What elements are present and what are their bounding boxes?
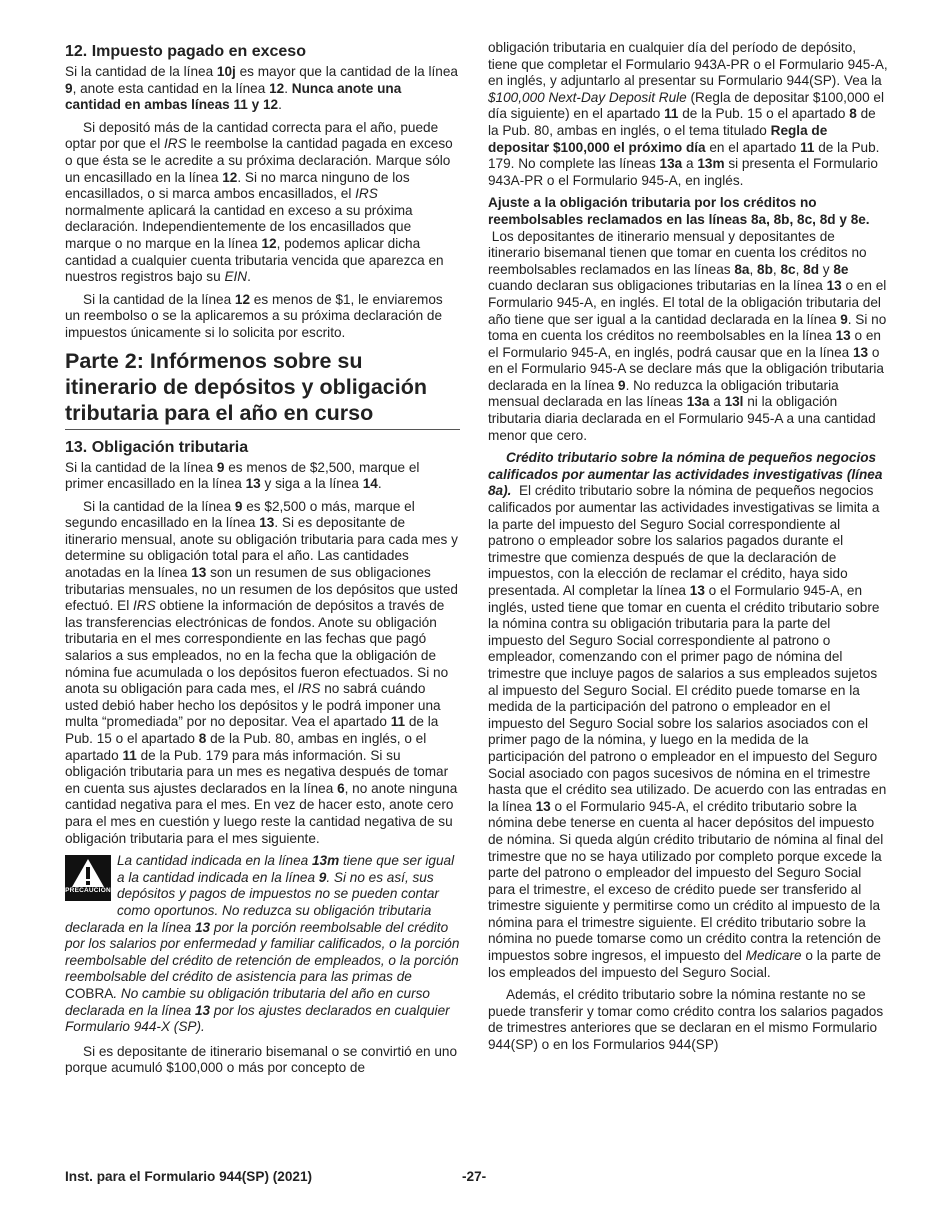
section-12-paragraph-2: Si depositó más de la cantidad correcta para el año, puede optar por que el IRS le reembolse la cantidad pagada en exceso o que ésta se le acredite a su próxima declaración. Marque sólo un encasillado en la línea 12. Si no marca ninguno de los encasillados, o si marca ambos encasillados, el IRS normalmente aplicará la cantidad en exceso a su próxima declaración. Independientemente de los encasillados que marque o no marque en la línea 12, podemos aplicar dicha cantidad a cualquier cuenta tributaria vencida que aparezca en nuestros registros bajo su EIN. (65, 119, 453, 285)
section-12-paragraph-1: Si la cantidad de la línea 10j es mayor que la cantidad de la línea 9, anote esta cantidad en la línea 12. Nunca anote una cantidad en ambas líneas 11 y 12. (65, 64, 458, 113)
right-column (488, 40, 888, 1060)
caution-note (65, 853, 460, 1036)
section-12-heading: 12. Impuesto pagado en exceso (65, 43, 306, 60)
footer-page-number: -27- (462, 1169, 487, 1184)
section-12-paragraph-3: Si la cantidad de la línea 12 es menos de $1, le enviaremos un reembolso o se la aplicaremos a su próxima declaración de impuestos únicamente si lo solicita por escrito. (65, 291, 443, 340)
section-13-heading: 13. Obligación tributaria (65, 438, 249, 456)
part-2-heading: Parte 2: Infórmenos sobre su itinerario de depósitos y obligación tributaria para el año en curso (65, 348, 460, 430)
footer-document-title: Inst. para el Formulario 944(SP) (2021) (65, 1169, 313, 1184)
caution-text: La cantidad indicada en la línea 13m tiene que ser igual a la cantidad indicada en la línea 9. Si no es así, sus depósitos y pagos de impuestos no se pueden contar como oportunos. No reduzca su obligación tributaria declarada en la línea 13 por la porción reembolsable del crédito por los salarios por enfermedad y familiar calificados, o la porción reembolsable del crédito de retención de empleados, o la porción reembolsable del crédito de asistencia para las primas de COBRA. No cambie su obligación tributaria del año en curso declarada en la línea 13 por los ajustes declarados en cualquier Formulario 944-X (SP). (65, 853, 460, 1035)
additional-credit-paragraph: Además, el crédito tributario sobre la nómina restante no se puede transferir y tomar como crédito contra los salarios pagados de trimestres anteriores que se declaran en el mismo Formulario 944(SP) o en los Formularios 944(SP) (488, 987, 884, 1053)
caution-label: PRECAUCION (65, 886, 111, 894)
section-13-paragraph-3: Si es depositante de itinerario bisemanal o se convirtió en uno porque acumuló $100,000 o más por concepto de (65, 1043, 458, 1076)
payroll-credit-paragraph: Crédito tributario sobre la nómina de pequeños negocios calificados por aumentar las actividades investigativas (línea 8a). El crédito tributario sobre la nómina de pequeños negocios calificados por aumentar las actividades investigativas se limita a la parte del impuesto del Seguro Social correspondiente al patrono o empleador sobre los salarios pagados durante el trimestre que comienza después de que la declaración de impuestos, con la elección de reclamar el crédito, haya sido presentada. Al completar la línea 13 o el Formulario 945-A, en inglés, usted tiene que tomar en cuenta el crédito tributario sobre la nómina contra su obligación tributaria para la parte del impuesto del Seguro Social correspondiente al patrono o empleador, comenzando con el primer pago de nómina del trimestre que incluye pagos de salarios a sus empleados sujetos al impuesto del Seguro Social. El crédito puede tomarse en la medida de la participación del patrono o empleador en el impuesto del Seguro Social sobre los salarios asociados con el primer pago de la nómina, y luego en la medida de la participación del patrono o empleador en el impuesto del Seguro Social asociado con pagos sucesivos de nómina en el trimestre hasta que el crédito sea utilizado. De acuerdo con las entradas en la línea 13 o el Formulario 945-A, el crédito tributario sobre la nómina debe tenerse en cuenta al hacer depósitos del impuesto de nómina. Si queda algún crédito tributario de nómina al final del trimestre que no se haya utilizado por completo porque excede la parte del patrono o empleador del impuesto del Seguro Social para el trimestre, el exceso de crédito puede ser transferido al trimestre siguiente y permitirse como un crédito al impuesto de la nómina para el trimestre siguiente. El crédito tributario sobre la nómina no puede tomarse como un crédito contra la retención de impuestos sobre ingresos, el impuesto del Medicare o la parte de los empleados del impuesto del Seguro Social. (488, 450, 887, 980)
right-paragraph-continuation: obligación tributaria en cualquier día del período de depósito, tiene que completar el Formulario 943A-PR o el Formulario 945-A, en inglés, y adjuntarlo al presentar su Formulario 944(SP). Vea la $100,000 Next-Day Deposit Rule (Regla de depositar $100,000 el día siguiente) en el apartado 11 de la Pub. 15 o el apartado 8 de la Pub. 80, ambas en inglés, o el tema titulado Regla de depositar $100,000 el próximo día en el apartado 11 de la Pub. 179. No complete las líneas 13a a 13m si presenta el Formulario 943A-PR o el Formulario 945-A, en inglés. (488, 40, 888, 188)
adjustment-credits-paragraph: Ajuste a la obligación tributaria por los créditos no reembolsables reclamados en las líneas 8a, 8b, 8c, 8d y 8e. Los depositantes de itinerario mensual y depositantes de itinerario bisemanal tienen que tomar en cuenta los créditos no reembolsables reclamados en las líneas 8a, 8b, 8c, 8d y 8e cuando declaran sus obligaciones tributarias en la línea 13 o en el Formulario 945-A, en inglés. El total de la obligación tributaria del año tiene que ser igual a la cantidad declarada en la línea 9. Si no toma en cuenta los créditos no reembolsables en la línea 13 o en el Formulario 945-A, en inglés, podrá causar que en la línea 13 o en el Formulario 945-A se declare más que la obligación tributaria declarada en la línea 9. No reduzca la obligación tributaria mensual declarada en las líneas 13a a 13l ni la obligación tributaria diaria declarada en el Formulario 945-A a una cantidad menor que cero. (488, 195, 887, 443)
section-13-paragraph-1: Si la cantidad de la línea 9 es menos de $2,500, marque el primer encasillado en la línea 13 y siga a la línea 14. (65, 459, 420, 492)
left-column (65, 40, 460, 1083)
caution-warning-icon (65, 855, 111, 901)
section-13-paragraph-2: Si la cantidad de la línea 9 es $2,500 o más, marque el segundo encasillado en la línea 13. Si es depositante de itinerario mensual, anote su obligación tributaria para cada mes y determine su obligación total para el año. Las cantidades anotadas en la línea 13 son un resumen de sus obligaciones tributarias mensuales, no un resumen de los depósitos que usted efectuó. El IRS obtiene la información de depósitos a través de las transferencias electrónicas de fondos. Anote su obligación tributaria en el mes correspondiente en las fechas que pagó salarios a sus empleados, no en la fecha que la obligación de nómina fue acumulada o los depósitos fueron efectuados. Si no anota su obligación para cada mes, el IRS no sabrá cuándo usted debió haber hecho los depósitos y le podrá imponer una multa “promediada” por no depositar. Vea el apartado 11 de la Pub. 15 o el apartado 8 de la Pub. 80, ambas en inglés, o el apartado 11 de la Pub. 179 para más información. Si su obligación tributaria para un mes es negativa después de tomar en cuenta sus ajustes declarados en la línea 6, no anote ninguna cantidad negativa para el mes. En vez de hacer esto, anote cero para el mes en cuestión y luego reste la cantidad negativa de su obligación tributaria para el mes siguiente. (65, 498, 458, 846)
